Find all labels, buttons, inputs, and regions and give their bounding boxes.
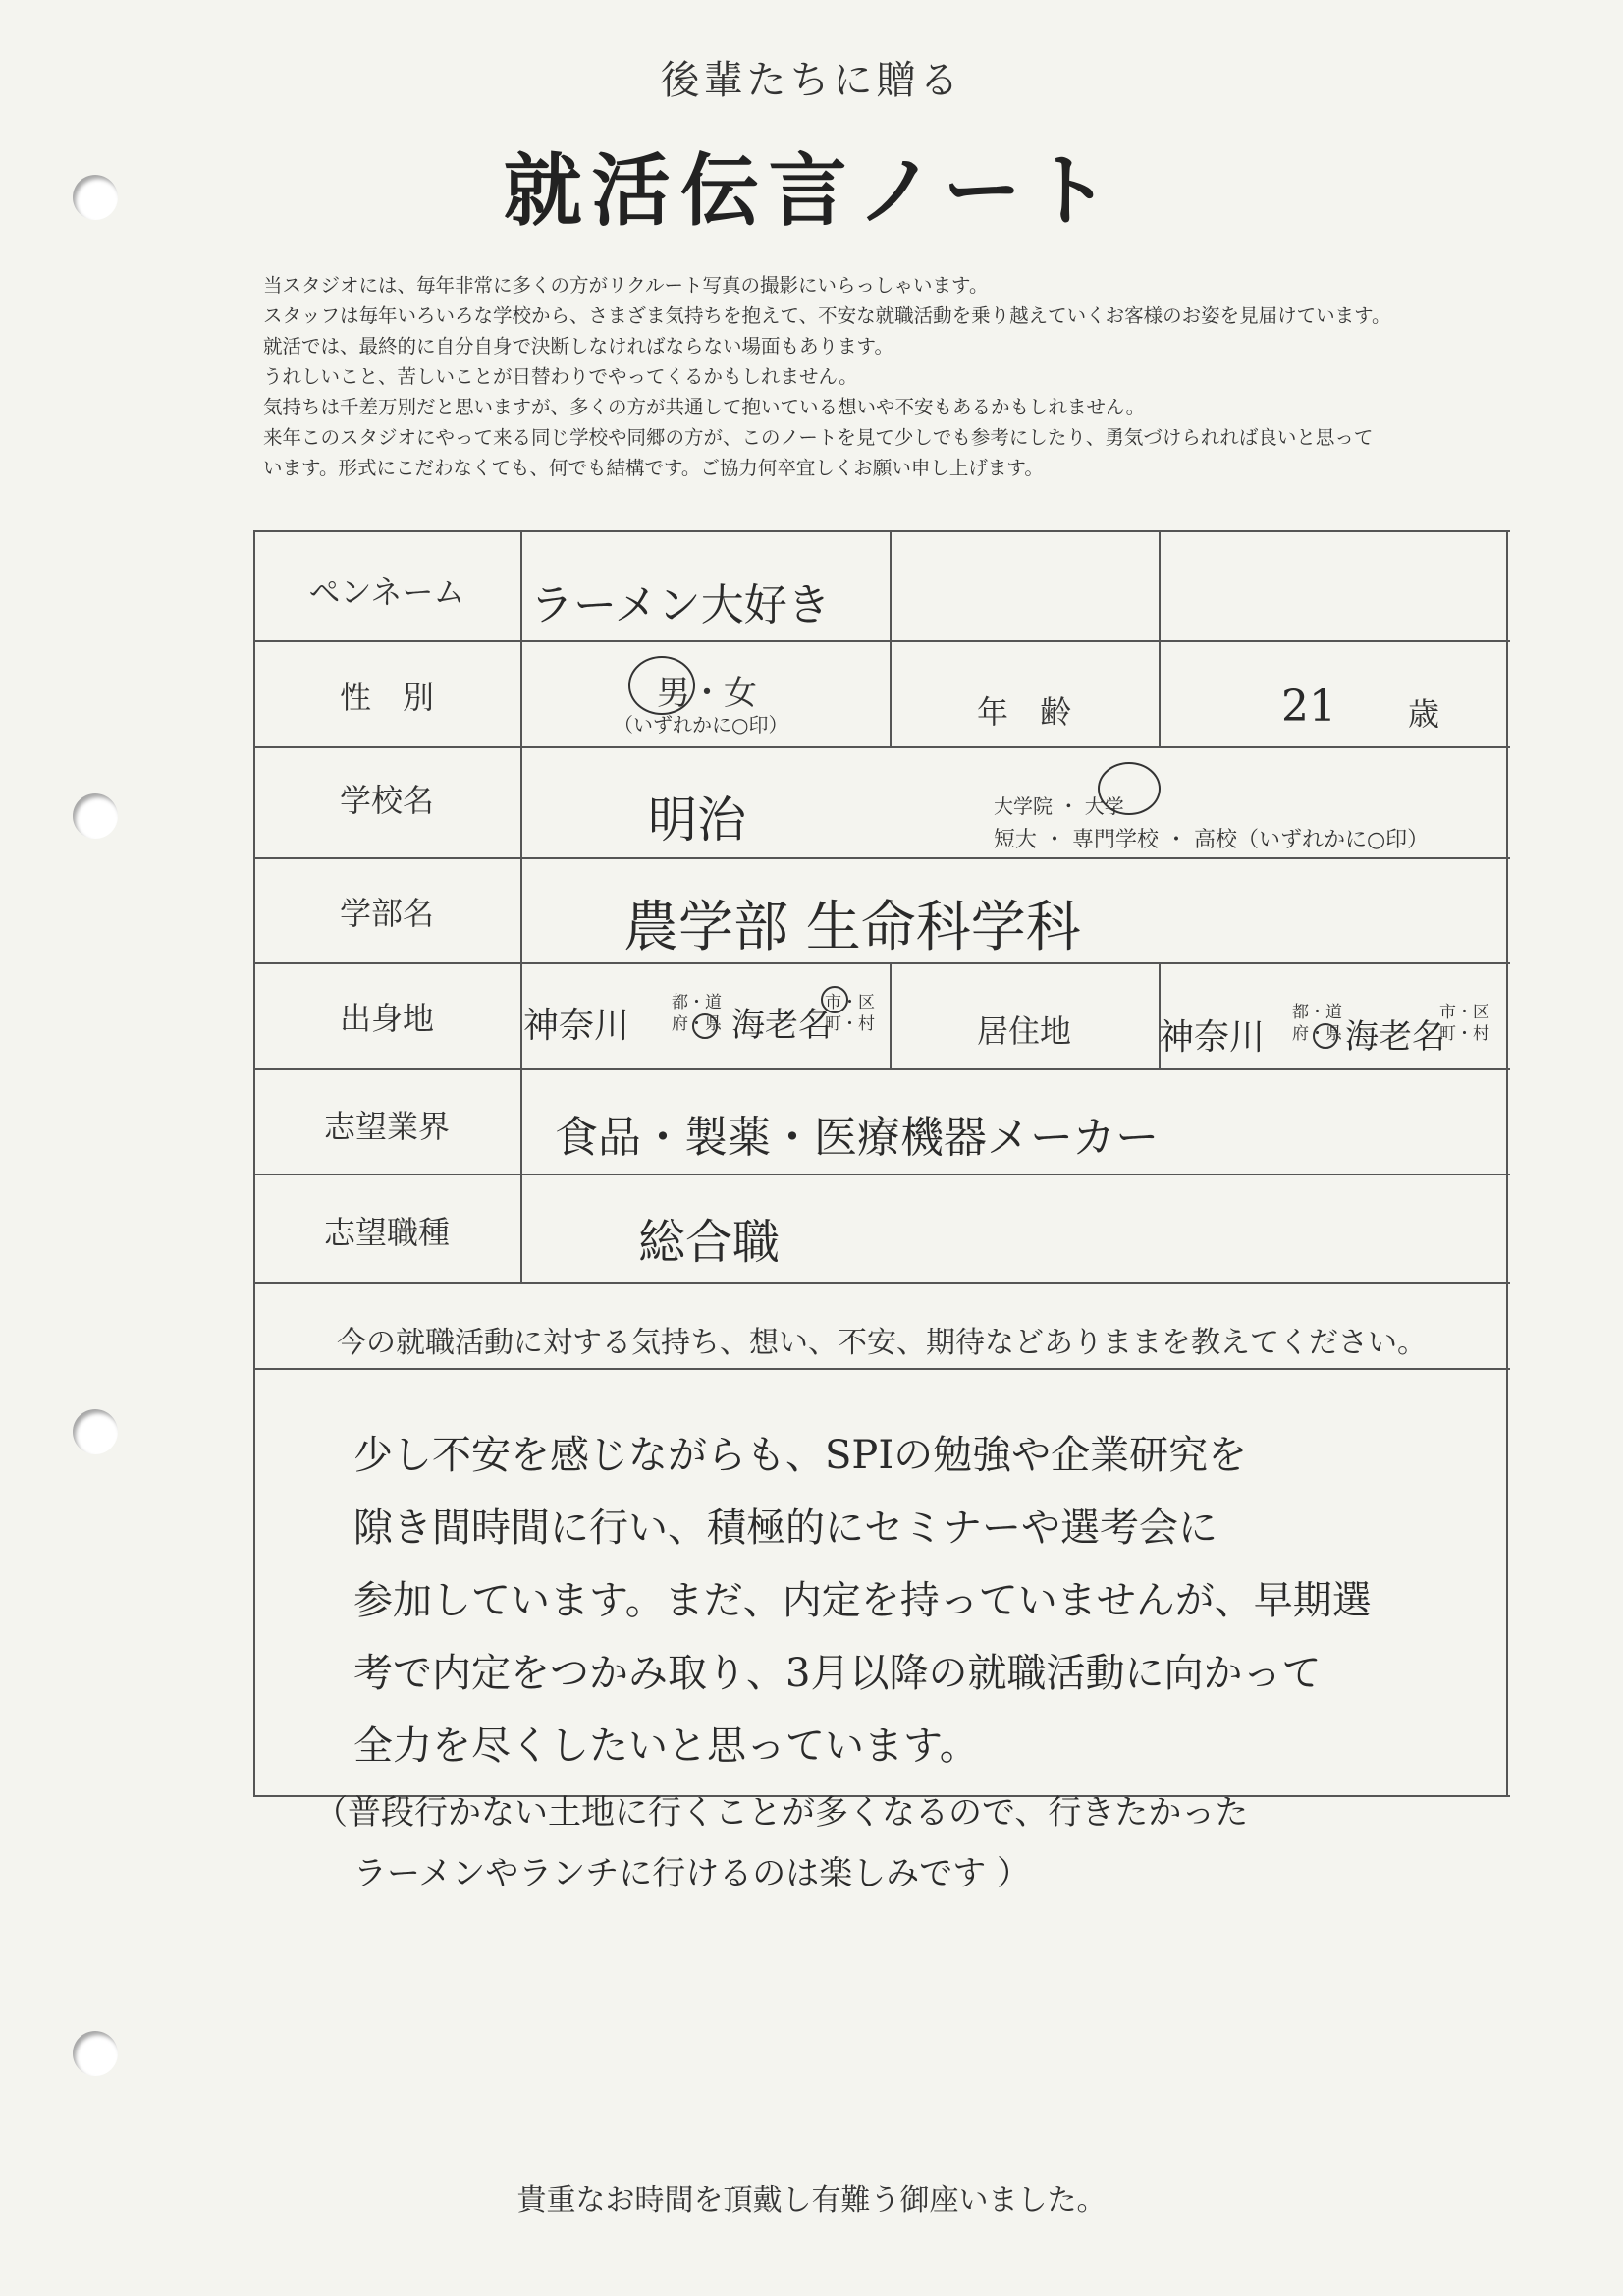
answer-paren-line: ラーメンやランチに行けるのは楽しみです ） — [353, 1854, 1031, 1893]
school-type-line1: 大学院 ・ 大学 — [994, 794, 1124, 818]
intro-line: 当スタジオには、毎年非常に多くの方がリクルート写真の撮影にいらっしゃいます。 — [263, 274, 989, 297]
residence-city: 海老名 — [1345, 1017, 1445, 1057]
job-label: 志望職種 — [323, 1214, 450, 1251]
hometown-city: 海老名 — [731, 1006, 832, 1045]
rule — [253, 857, 1510, 859]
residence-pref-circle — [1313, 1023, 1338, 1049]
unit-line: 市・区 — [825, 993, 875, 1012]
unit-line: 都・道 — [672, 993, 722, 1012]
unit-line: 府・県 — [1292, 1024, 1342, 1044]
intro-line: スタッフは毎年いろいろな学校から、さまざま気持ちを抱えて、不安な就職活動を乗り越えていくお客様のお姿を見届けています。 — [263, 304, 1391, 327]
rule — [253, 1282, 1510, 1284]
intro-text — [263, 270, 1598, 483]
residence-city-unit — [1439, 1002, 1489, 1045]
age-value: 21 — [1281, 682, 1336, 732]
hometown-pref: 神奈川 — [523, 1006, 630, 1046]
intro-line: います。形式にこだわなくても、何でも結構です。ご協力何卒宜しくお願い申し上げます。 — [263, 457, 1044, 479]
question-text: 今の就職活動に対する気持ち、想い、不安、期待などありままを教えてください。 — [337, 1326, 1427, 1360]
rule — [253, 746, 1510, 748]
gender-options: 男・女 — [657, 674, 757, 713]
rule — [253, 1174, 1510, 1175]
industry-label: 志望業界 — [323, 1108, 450, 1145]
faculty-label: 学部名 — [339, 895, 434, 932]
rule — [1159, 530, 1161, 746]
rule — [253, 1068, 1510, 1070]
answer-paren-line: （普段行かない土地に行くことが多くなるので、行きたかった — [314, 1793, 1249, 1832]
intro-line: うれしいこと、苦しいことが日替わりでやってくるかもしれません。 — [263, 365, 858, 388]
rule — [253, 962, 1510, 964]
penname-label: ペンネーム — [308, 574, 465, 611]
rule — [253, 1368, 1510, 1370]
age-label: 年 齢 — [976, 693, 1071, 731]
hometown-pref-circle — [692, 1013, 718, 1039]
answer-line: 考で内定をつかみ取り、3月以降の就職活動に向かって — [353, 1651, 1322, 1696]
job-value: 総合職 — [638, 1215, 781, 1270]
rule — [253, 530, 255, 1797]
unit-line: 町・村 — [825, 1014, 875, 1034]
unit-line: 都・道 — [1292, 1003, 1342, 1022]
page-title: 就活伝言ノート — [503, 145, 1120, 237]
industry-value: 食品・製薬・医療機器メーカー — [555, 1113, 1160, 1163]
unit-line: 町・村 — [1439, 1024, 1489, 1044]
answer-text — [314, 1419, 1532, 1904]
residence-pref: 神奈川 — [1159, 1017, 1266, 1058]
faculty-value: 農学部 生命科学科 — [623, 896, 1081, 959]
age-unit: 歳 — [1407, 695, 1439, 733]
intro-line: 就活では、最終的に自分自身で決断しなければならない場面もあります。 — [263, 335, 893, 357]
rule — [253, 640, 1510, 642]
school-type-line2: 短大 ・ 専門学校 ・ 高校（いずれかに○印） — [994, 828, 1430, 852]
footer-thanks: 貴重なお時間を頂戴し有難う御座いました。 — [516, 2183, 1107, 2217]
gender-note: （いずれかに○印） — [614, 713, 788, 737]
school-value: 明治 — [648, 792, 746, 848]
unit-line: 府・県 — [672, 1014, 722, 1034]
unit-line: 市・区 — [1439, 1003, 1489, 1022]
rule — [520, 530, 522, 1282]
answer-line: 隙き間時間に行い、積極的にセミナーや選考会に — [353, 1505, 1217, 1551]
binder-hole-2 — [73, 793, 118, 839]
answer-line: 参加しています。まだ、内定を持っていませんが、早期選 — [353, 1578, 1372, 1623]
penname-value: ラーメン大好き — [530, 580, 831, 630]
intro-line: 気持ちは千差万別だと思いますが、多くの方が共通して抱いている想いや不安もあるかもしれません。 — [263, 396, 1146, 418]
binder-hole-3 — [73, 1409, 118, 1454]
hometown-label: 出身地 — [339, 1000, 434, 1037]
gender-label: 性 別 — [339, 679, 434, 716]
hometown-city-circle — [821, 986, 848, 1013]
page-subtitle: 後輩たちに贈る — [660, 58, 963, 103]
residence-label: 居住地 — [976, 1012, 1071, 1050]
rule — [253, 530, 1510, 532]
school-label: 学校名 — [339, 782, 434, 819]
answer-line: 全力を尽くしたいと思っています。 — [353, 1723, 979, 1769]
answer-line: 少し不安を感じながらも、SPIの勉強や企業研究を — [353, 1433, 1248, 1478]
intro-line: 来年このスタジオにやって来る同じ学校や同郷の方が、このノートを見て少しでも参考にしたり、勇気づけられれば良いと思って — [263, 426, 1374, 449]
binder-hole-4 — [73, 2031, 118, 2076]
